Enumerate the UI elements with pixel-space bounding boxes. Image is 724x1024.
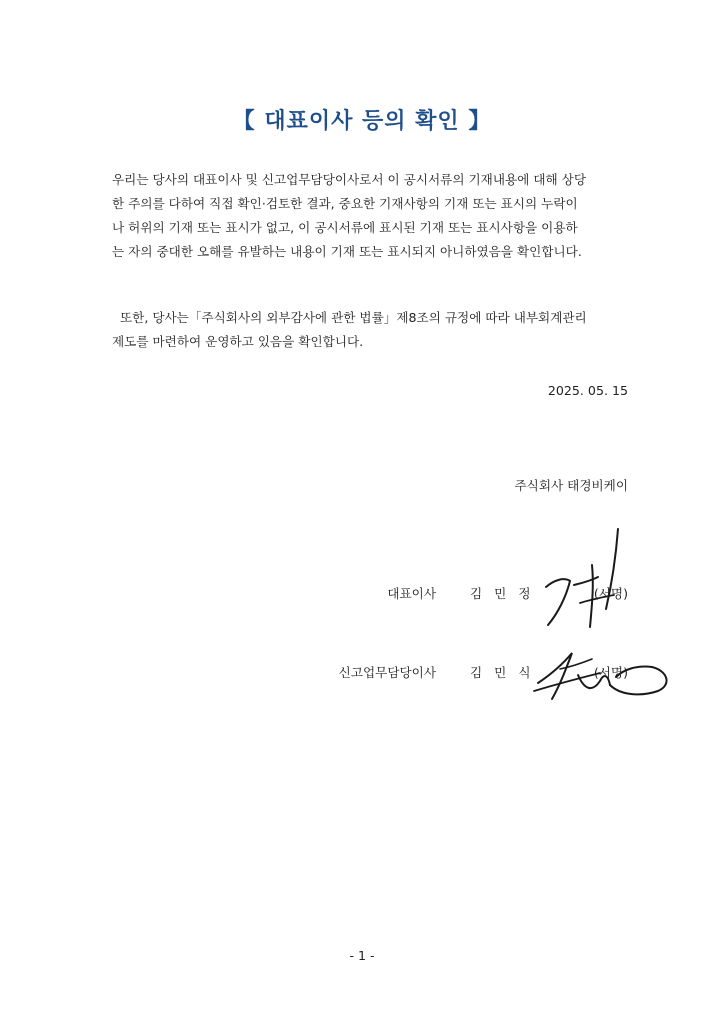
paragraph-line: 우리는 당사의 대표이사 및 신고업무담당이사로서 이 공시서류의 기재내용에 대해 상당	[112, 172, 586, 187]
handwritten-signature-ceo	[540, 525, 640, 635]
paragraph-line: 제도를 마련하여 운영하고 있음을 확인합니다.	[112, 334, 364, 349]
paragraph-line: 나 허위의 기재 또는 표시가 없고, 이 공시서류에 표시된 기재 또는 표시사항을 이용하	[112, 220, 578, 235]
paragraph-line: 한 주의를 다하여 직접 확인·검토한 결과, 중요한 기재사항의 기재 또는 표시의 누락이	[112, 196, 578, 211]
signer-role: 신고업무담당이사	[338, 665, 436, 680]
signer-name: 김 민 정	[470, 586, 535, 601]
document-title: 【 대표이사 등의 확인 】	[232, 109, 492, 134]
page-number: - 1 -	[349, 948, 375, 963]
signer-name: 김 민 식	[470, 665, 535, 680]
internal-control-paragraph	[112, 306, 632, 354]
company-name: 주식회사 태경비케이	[514, 478, 628, 493]
signer-role: 대표이사	[387, 586, 436, 601]
confirmation-paragraph	[112, 168, 632, 264]
paragraph-line: 는 자의 중대한 오해를 유발하는 내용이 기재 또는 표시되지 아니하였음을 확인합니다.	[112, 244, 582, 259]
document-date: 2025. 05. 15	[547, 383, 628, 398]
handwritten-signature-disclosure-officer	[530, 645, 675, 705]
paragraph-line: 또한, 당사는「주식회사의 외부감사에 관한 법률」제8조의 규정에 따라 내부회계관리	[112, 310, 587, 325]
seal-label: (서명)	[593, 665, 628, 680]
seal-label: (서명)	[593, 586, 628, 601]
